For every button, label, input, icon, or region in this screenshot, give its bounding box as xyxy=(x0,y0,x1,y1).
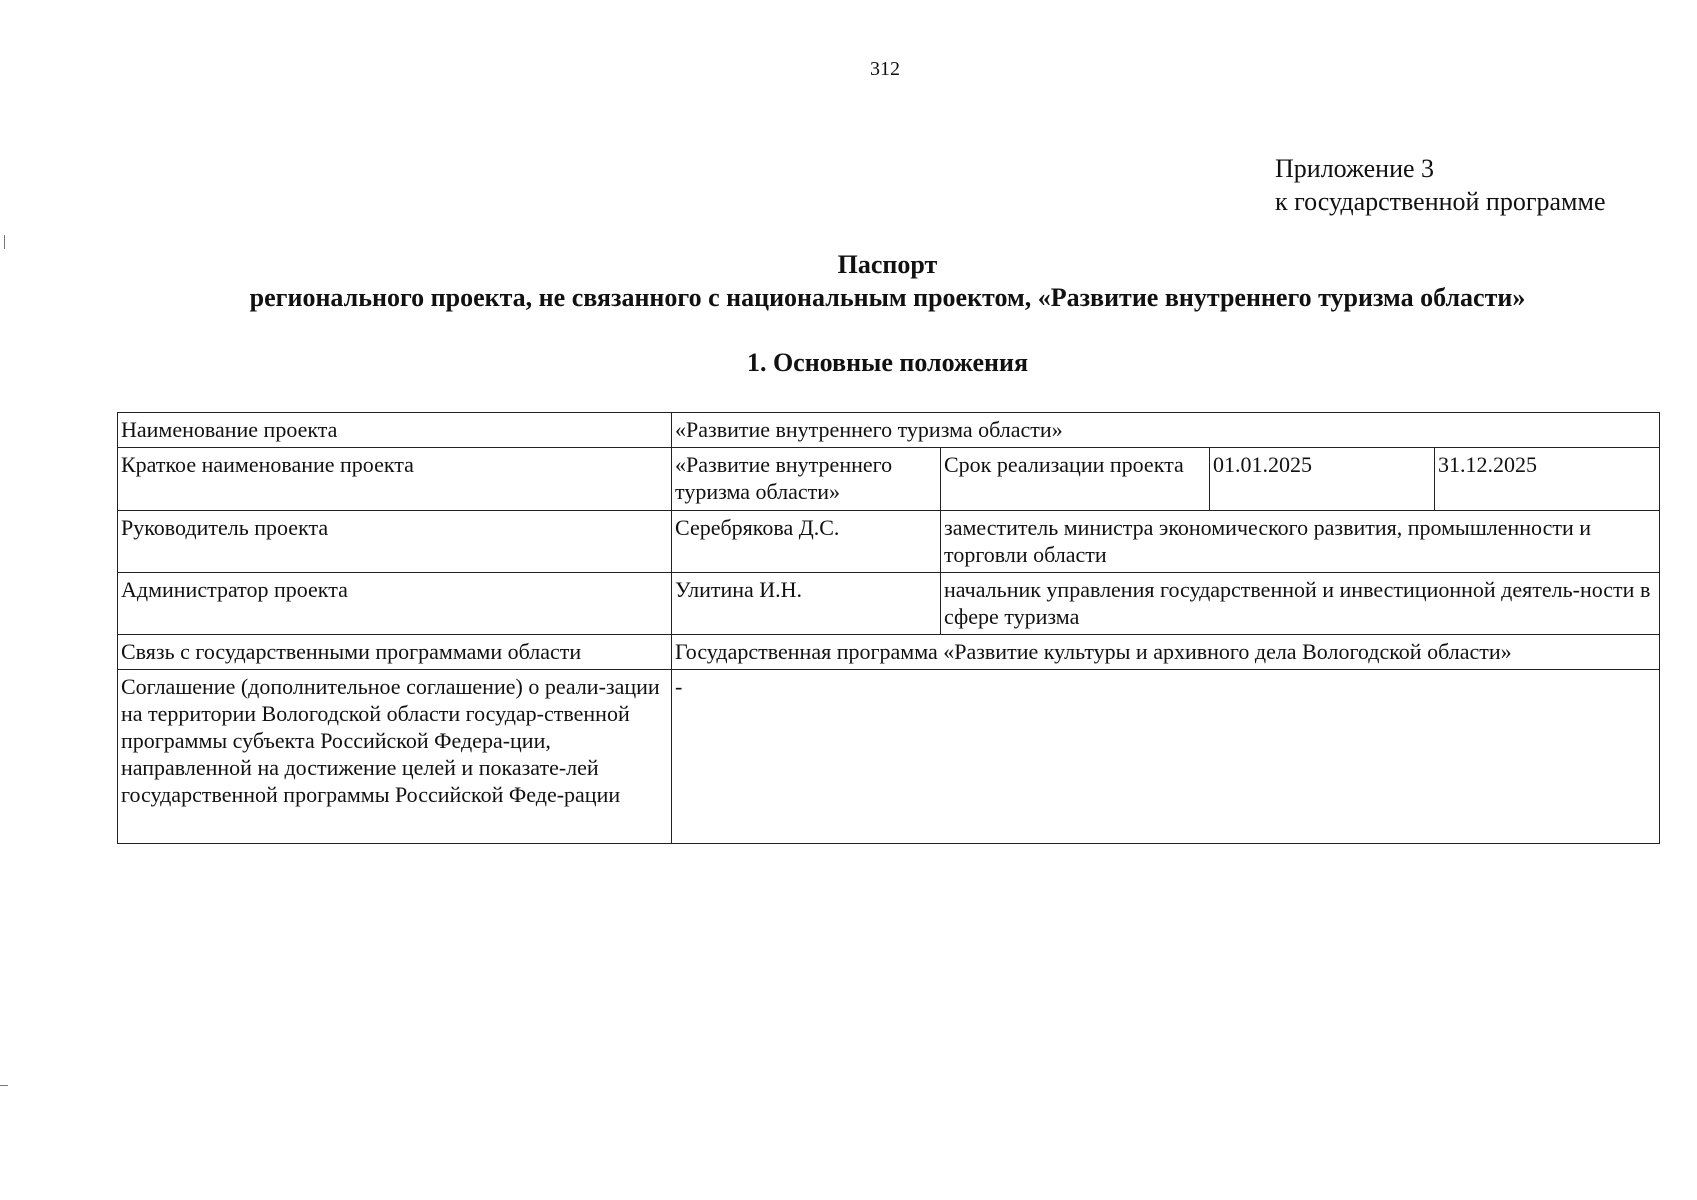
cell-project-name-label: Наименование проекта xyxy=(118,413,672,448)
appendix-note xyxy=(1275,152,1606,218)
table-row-short-name xyxy=(118,448,1660,511)
cell-short-name-value: «Развитие внутреннего туризма области» xyxy=(672,448,941,511)
cell-admin-person: Улитина И.Н. xyxy=(672,573,941,635)
cell-program-link-label: Связь с государственными программами области xyxy=(118,635,672,670)
cell-agreement-value: - xyxy=(672,670,1660,844)
table-row-program-link xyxy=(118,635,1660,670)
cell-head-person: Серебрякова Д.С. xyxy=(672,511,941,573)
cell-admin-position: начальник управления государственной и инвестиционной деятель-ности в сфере туризма xyxy=(941,573,1660,635)
appendix-line-1: Приложение 3 xyxy=(1275,154,1435,183)
section-heading: 1. Основные положения xyxy=(746,348,1029,377)
table-row-project-name xyxy=(118,413,1660,448)
table-row-agreement xyxy=(118,670,1660,844)
page-number: 312 xyxy=(870,58,900,80)
document-title: Паспорт xyxy=(837,250,938,279)
document-subtitle: регионального проекта, не связанного с национальным проектом, «Развитие внутреннего туризма области» xyxy=(249,283,1526,312)
cell-agreement-label: Соглашение (дополнительное соглашение) о реали-зации на территории Вологодской области государ-ственной программы субъекта Российской Федера-ции, направленной на достижение целей и показате-лей государственной программы Российской Феде-рации xyxy=(118,670,672,844)
scan-artifact xyxy=(0,1085,8,1086)
cell-admin-label: Администратор проекта xyxy=(118,573,672,635)
passport-table xyxy=(117,412,1660,844)
table-row-project-head xyxy=(118,511,1660,573)
cell-term-label: Срок реализации проекта xyxy=(941,448,1210,511)
cell-start-date: 01.01.2025 xyxy=(1210,448,1435,511)
appendix-line-2: к государственной программе xyxy=(1275,187,1606,216)
scan-artifact xyxy=(4,235,5,249)
cell-head-position: заместитель министра экономического развития, промышленности и торговли области xyxy=(941,511,1660,573)
table-row-project-administrator xyxy=(118,573,1660,635)
cell-program-link-value: Государственная программа «Развитие культуры и архивного дела Вологодской области» xyxy=(672,635,1660,670)
cell-end-date: 31.12.2025 xyxy=(1435,448,1660,511)
cell-project-name-value: «Развитие внутреннего туризма области» xyxy=(672,413,1660,448)
cell-head-label: Руководитель проекта xyxy=(118,511,672,573)
cell-short-name-label: Краткое наименование проекта xyxy=(118,448,672,511)
